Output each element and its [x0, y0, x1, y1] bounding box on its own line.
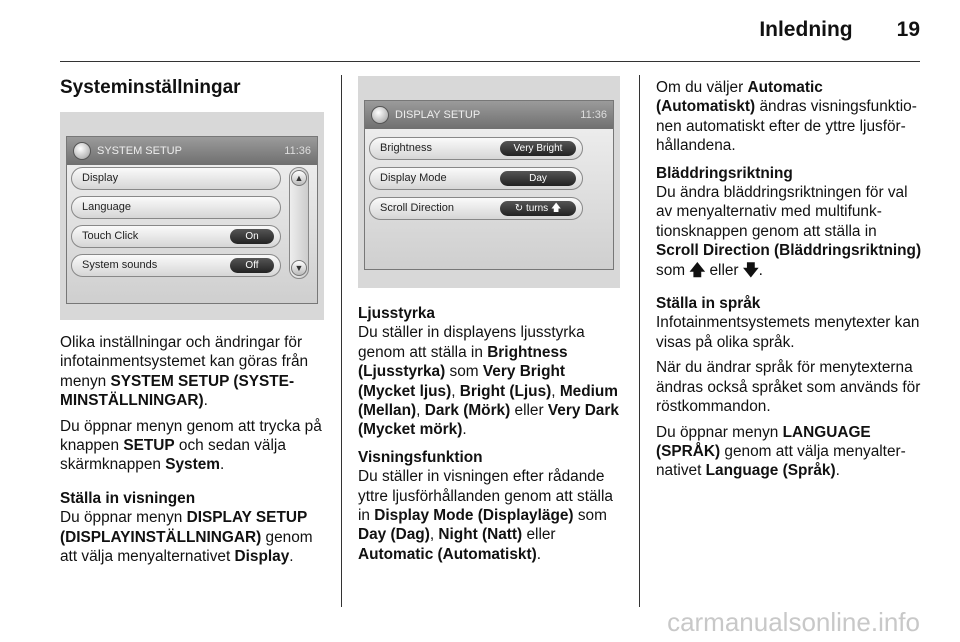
- menu-item-label: Language: [82, 201, 131, 213]
- scroll-up-icon[interactable]: ▲: [291, 170, 307, 186]
- section-title: Systeminställningar: [60, 77, 241, 98]
- display-mode-value[interactable]: Day: [500, 171, 576, 186]
- scroll-direction-value[interactable]: [500, 201, 576, 216]
- menu-item-label: Touch Click: [82, 230, 139, 242]
- arrow-up-icon: 🡅: [689, 261, 706, 279]
- header-rule: [60, 61, 920, 62]
- paragraph: Olika inställningar och ändringar för infotainmentsystemet kan göras från menyn SYSTEM SETUP (SYSTE-MINSTÄLLNINGAR).: [60, 334, 309, 410]
- column-3-text: [656, 78, 922, 481]
- menu-item-display[interactable]: [71, 167, 281, 190]
- brand-logo-icon: [371, 106, 389, 124]
- menu-item-display-mode[interactable]: [369, 167, 583, 190]
- column-1-text: [60, 333, 326, 566]
- watermark: carmanualsonline.info: [667, 607, 920, 637]
- menu-item-label: Brightness: [380, 142, 432, 154]
- menu-item-label: Display Mode: [380, 172, 447, 184]
- touch-click-toggle[interactable]: On: [230, 229, 274, 244]
- paragraph: Du ändra bläddringsriktningen för val av menyalternativ med multifunk-tionsknappen genom att ställa in Scroll Direction (Bläddringsriktning) som 🡅 eller 🡇.: [656, 184, 922, 279]
- subheading: Ljusstyrka: [358, 305, 435, 322]
- paragraph: Infotainmentsystemets menytexter kan visas på olika språk.: [656, 314, 920, 351]
- paragraph: Du öppnar menyn genom att trycka på knappen SETUP och sedan välja skärmknappen System.: [60, 417, 322, 474]
- menu-item-label: Display: [82, 172, 119, 184]
- screen-title-bar: [67, 137, 317, 165]
- menu-item-language[interactable]: [71, 196, 281, 219]
- page-number: 19: [896, 18, 920, 41]
- brand-logo-icon: [73, 142, 91, 160]
- paragraph: Du ställer in displayens ljusstyrka genom att ställa in Brightness (Ljusstyrka) som Very Bright (Mycket ljus), Bright (Ljus), Medium (Mellan), Dark (Mörk) eller Very Dark (Mycket mörk).: [358, 324, 619, 439]
- arrow-down-icon: 🡇: [742, 261, 759, 279]
- scroll-direction-label: turns: [525, 203, 549, 214]
- subheading: Visningsfunktion: [358, 448, 483, 466]
- column-divider: [341, 75, 342, 607]
- screen-title: SYSTEM SETUP: [97, 145, 182, 157]
- subheading: Ställa in språk: [656, 295, 761, 313]
- display-setup-screenshot: [358, 76, 620, 288]
- menu-item-label: Scroll Direction: [380, 202, 454, 214]
- subheading: Bläddringsriktning: [656, 164, 793, 182]
- column-divider: [639, 75, 640, 607]
- screen-title: DISPLAY SETUP: [395, 109, 481, 121]
- scroll-down-icon[interactable]: ▼: [291, 260, 307, 276]
- menu-item-brightness[interactable]: [369, 137, 583, 160]
- paragraph: Du öppnar menyn LANGUAGE (SPRÅK) genom att välja menyalter-nativet Language (Språk).: [656, 423, 906, 480]
- paragraph: Du ställer in visningen efter rådande yttre ljusförhållanden genom att ställa in Display Mode (Displayläge) som Day (Dag), Night (Natt) eller Automatic (Automatiskt).: [358, 468, 613, 563]
- screen-title-bar: [365, 101, 613, 129]
- menu-item-scroll-direction[interactable]: [369, 197, 583, 220]
- screen-clock: 11:36: [284, 145, 311, 157]
- screen-clock: 11:36: [580, 109, 607, 121]
- rotate-icon: ↻: [514, 203, 526, 214]
- section-name: Inledning: [759, 18, 853, 41]
- page-header: [759, 18, 920, 42]
- brightness-value[interactable]: Very Bright: [500, 141, 576, 156]
- system-setup-screenshot: [60, 112, 324, 320]
- paragraph: Du öppnar menyn DISPLAY SETUP (DISPLAYINSTÄLLNINGAR) genom att välja menyalternativet Display.: [60, 509, 313, 566]
- paragraph: När du ändrar språk för menytexterna ändras också språket som används för röstkommandon.: [656, 359, 921, 416]
- paragraph: Om du väljer Automatic (Automatiskt) ändras visningsfunktio-nen automatiskt efter de yttre ljusför-hållandena.: [656, 79, 917, 155]
- subheading: Ställa in visningen: [60, 489, 196, 507]
- arrow-up-icon: 🡅: [548, 203, 562, 214]
- menu-item-touch-click[interactable]: [71, 225, 281, 248]
- menu-item-label: System sounds: [82, 259, 158, 271]
- scrollbar[interactable]: [289, 167, 309, 279]
- column-2-text: [358, 304, 626, 564]
- menu-item-system-sounds[interactable]: [71, 254, 281, 277]
- system-sounds-toggle[interactable]: Off: [230, 258, 274, 273]
